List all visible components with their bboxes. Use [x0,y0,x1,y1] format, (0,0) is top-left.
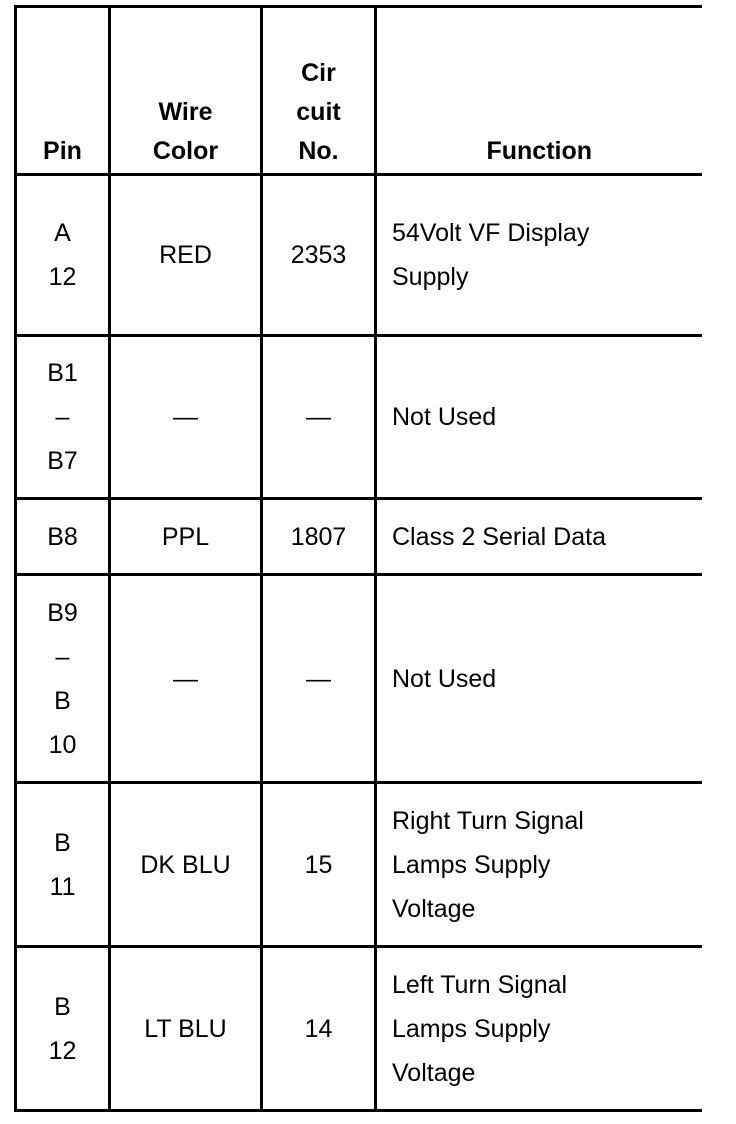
pin-line: B1 [47,359,78,387]
pin-line: – [55,642,70,671]
function-line: Not Used [392,403,497,431]
circuit-no-cell: — [262,575,376,783]
pin-line: A [54,219,71,247]
pin-cell [16,499,110,575]
table-row [16,499,702,575]
function-cell [376,947,702,1111]
header-wire-color-line: Wire [158,98,213,126]
pin-line: 12 [48,263,77,291]
function-cell [376,499,702,575]
function-cell [376,336,702,499]
function-line: Lamps Supply [392,1014,551,1043]
function-line: 54Volt VF Display [392,219,590,247]
pin-line: 11 [49,872,76,901]
pin-line: 10 [48,730,77,759]
wire-color-cell: — [110,575,262,783]
function-line: Supply [392,263,469,291]
header-circuit-no [262,7,376,175]
function-cell [376,575,702,783]
pin-line: B [54,828,71,857]
circuit-no-cell: 2353 [262,175,376,336]
function-line: Voltage [392,894,476,923]
function-line: Lamps Supply [392,850,551,879]
function-line: Right Turn Signal [392,806,584,835]
pin-line: B7 [47,447,78,475]
pin-line: B [54,686,71,715]
wire-color-cell: LT BLU [110,947,262,1111]
table-row [16,175,702,336]
function-line: Not Used [392,664,497,693]
pin-line: B8 [47,522,78,551]
header-function-line: Function [486,137,593,165]
table-row [16,947,702,1111]
pin-line: 12 [48,1036,77,1065]
function-line: Class 2 Serial Data [392,522,606,551]
pin-line: – [55,403,70,431]
header-function [376,7,702,175]
function-line: Voltage [392,1058,476,1087]
table-row [16,575,702,783]
wire-color-cell: — [110,336,262,499]
header-circuit-no-line: cuit [296,98,341,126]
circuit-no-cell: 1807 [262,499,376,575]
table-row [16,783,702,947]
function-cell [376,175,702,336]
header-row [16,7,702,175]
table-row [16,336,702,499]
header-circuit-no-line: No. [298,137,339,165]
circuit-no-cell: 15 [262,783,376,947]
wire-color-cell: RED [110,175,262,336]
header-pin-line: Pin [43,137,82,165]
pin-cell [16,175,110,336]
pin-cell [16,336,110,499]
pin-cell [16,947,110,1111]
function-line: Left Turn Signal [392,970,568,999]
circuit-no-cell: 14 [262,947,376,1111]
wire-color-cell: DK BLU [110,783,262,947]
header-wire-color [110,7,262,175]
circuit-no-cell: — [262,336,376,499]
connector-pinout-table [14,5,702,1112]
pin-cell [16,575,110,783]
pin-line: B9 [47,598,78,627]
pin-line: B [54,992,71,1021]
header-wire-color-line: Color [152,137,219,165]
function-cell [376,783,702,947]
header-circuit-no-line: Cir [301,59,336,87]
header-pin [16,7,110,175]
pin-cell [16,783,110,947]
wire-color-cell: PPL [110,499,262,575]
